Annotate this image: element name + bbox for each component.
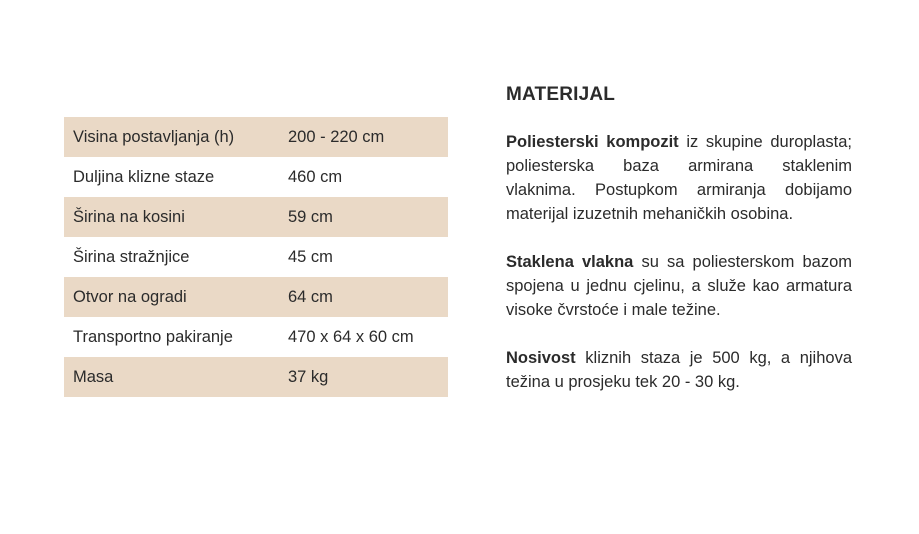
material-heading: MATERIJAL xyxy=(506,84,616,105)
material-paragraph xyxy=(506,250,852,322)
spec-value: 37 kg xyxy=(288,357,448,397)
spec-value: 64 cm xyxy=(288,277,448,317)
spec-value: 200 - 220 cm xyxy=(288,117,448,157)
specs-table xyxy=(64,117,448,397)
spec-label: Širina stražnjice xyxy=(73,247,190,266)
material-paragraph-text: kliznih staza je 500 kg, a njihova težina u prosjeku tek 20 - 30 kg. xyxy=(506,349,852,391)
specs-row xyxy=(64,237,448,277)
spec-label: Masa xyxy=(64,357,288,397)
material-paragraph-lead: Poliesterski kompozit xyxy=(506,133,679,151)
material-paragraph-lead: Staklena vlakna xyxy=(506,253,634,271)
material-paragraph-text: su sa poliesterskom bazom spojena u jednu cjelinu, a služe kao armatura visoke čvrstoće i male težine. xyxy=(506,253,852,319)
specs-row xyxy=(64,317,448,357)
specs-row xyxy=(64,357,448,397)
material-section xyxy=(506,84,852,418)
spec-label: Otvor na ogradi xyxy=(64,277,288,317)
specs-row xyxy=(64,277,448,317)
specs-row xyxy=(64,117,448,157)
material-paragraph xyxy=(506,346,852,394)
specs-row xyxy=(64,197,448,237)
spec-value: 460 cm xyxy=(288,167,343,186)
material-paragraph-text: iz skupine duroplasta; poliesterska baza armirana staklenim vlaknima. Postupkom armiranja dobijamo materijal izuzetnih mehaničkih osobina. xyxy=(506,133,852,223)
spec-label: Visina postavljanja (h) xyxy=(64,117,288,157)
specs-row xyxy=(64,157,448,197)
spec-value: 45 cm xyxy=(288,247,333,266)
spec-label: Duljina klizne staze xyxy=(73,167,215,186)
material-paragraph-lead: Nosivost xyxy=(506,349,576,367)
spec-value: 470 x 64 x 60 cm xyxy=(288,327,414,346)
material-paragraph xyxy=(506,130,852,226)
spec-value: 59 cm xyxy=(288,197,448,237)
spec-label: Širina na kosini xyxy=(64,197,288,237)
spec-label: Transportno pakiranje xyxy=(73,327,233,346)
